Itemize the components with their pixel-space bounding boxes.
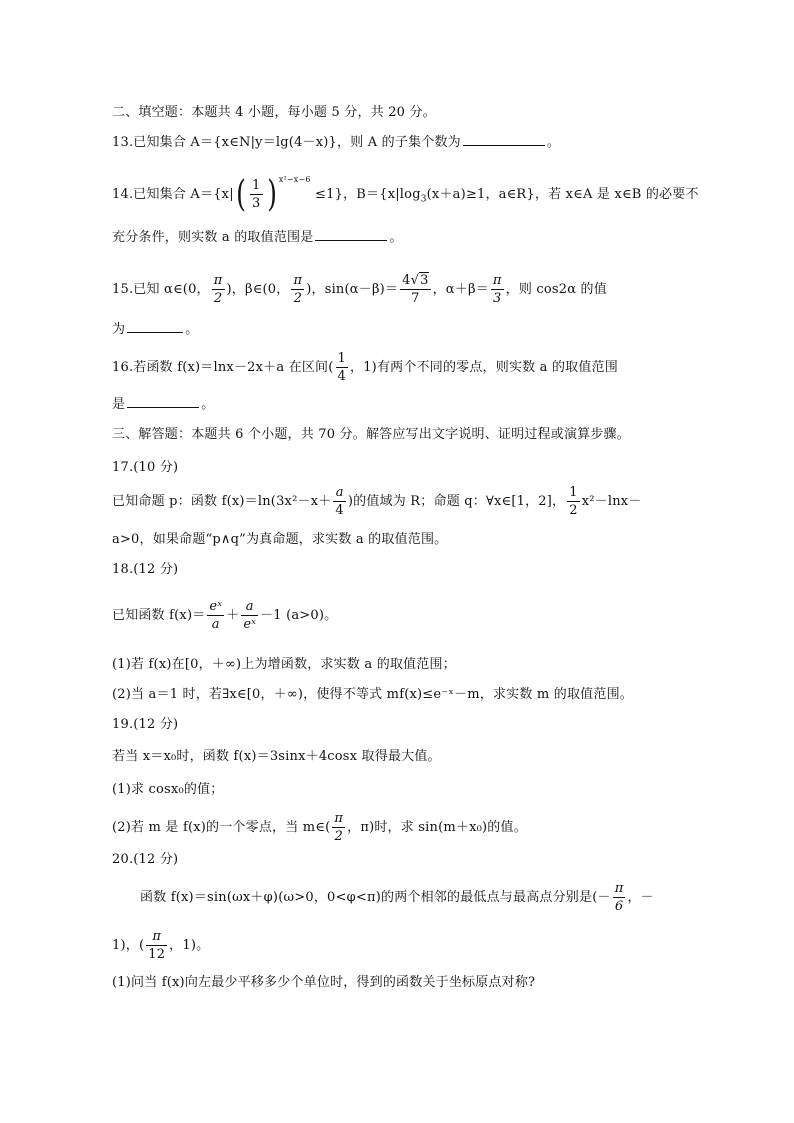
q15-text-1: 15.已知 α∈(0， bbox=[112, 282, 210, 297]
q15-text-6: 为 bbox=[112, 322, 126, 337]
fraction-pi-over-12: $\frac{\pi}{12}$ bbox=[148, 929, 166, 962]
question-19-sub1: (1)求 cosx₀的值； bbox=[112, 782, 224, 797]
question-16-line2 bbox=[112, 395, 214, 415]
q15-text-3: )，sin(α－β)＝ bbox=[306, 282, 399, 297]
question-17 bbox=[112, 484, 642, 519]
q20-text-4: ，1)。 bbox=[169, 938, 210, 953]
q14-exponent: x²−x−6 bbox=[278, 175, 311, 184]
section-answer-header: 三、解答题：本题共 6 个小题，共 70 分。解答应写出文字说明、证明过程或演算步骤。 bbox=[112, 427, 630, 442]
q15-text-5: ，则 cos2α 的值 bbox=[505, 282, 607, 297]
q17-text-2: )的值域为 R；命题 q：∀x∈[1，2]， bbox=[347, 494, 566, 509]
question-18-sub2: (2)当 a＝1 时，若∃x∈[0，＋∞)，使得不等式 mf(x)≤e⁻ˣ－m，求实数 m 的取值范围。 bbox=[112, 687, 633, 702]
q20-text-1: 函数 f(x)＝sin(ωx＋φ)(ω>0，0<φ<π)的两个相邻的最低点与最高点分别是(－ bbox=[140, 890, 611, 905]
q17-text-3: x²－lnx－ bbox=[581, 494, 642, 509]
question-17-line2: a>0，如果命题“p∧q”为真命题，求实数 a 的取值范围。 bbox=[112, 532, 448, 547]
question-18-head: 18.(12 分) bbox=[112, 562, 179, 577]
q14-text-2: ≤1}，B＝{x|log bbox=[310, 187, 421, 202]
q13-end: 。 bbox=[546, 135, 561, 150]
q20-text-2: ，－ bbox=[627, 890, 654, 905]
q13-text: 13.已知集合 A＝{x∈N|y＝lg(4－x)}，则 A 的子集个数为 bbox=[112, 135, 461, 150]
answer-blank bbox=[463, 133, 545, 146]
q18-text-1: 已知函数 f(x)＝ bbox=[112, 608, 206, 623]
fraction-one-third: $\frac{1}{3}$ bbox=[252, 178, 261, 211]
q15-text-2: )，β∈(0， bbox=[226, 282, 290, 297]
question-19-intro: 若当 x＝x₀时，函数 f(x)＝3sinx＋4cosx 取得最大值。 bbox=[112, 749, 441, 764]
q16-end: 。 bbox=[201, 397, 215, 412]
fraction-ex-over-a: $\frac{\text{eˣ}}{a}$ bbox=[209, 599, 223, 632]
fraction-pi-over-3: $\frac{\pi}{3}$ bbox=[492, 273, 502, 306]
q16-text-1: 16.若函数 f(x)＝lnx－2x＋a 在区间( bbox=[112, 360, 334, 375]
question-20 bbox=[140, 880, 654, 915]
log-base: 3 bbox=[420, 194, 427, 205]
question-20-sub1: (1)问当 f(x)向左最少平移多少个单位时，得到的函数关于坐标原点对称? bbox=[112, 975, 536, 990]
answer-blank bbox=[127, 320, 183, 333]
fraction-one-half: $\frac{1}{2}$ bbox=[569, 485, 578, 518]
question-20-line2 bbox=[112, 928, 209, 963]
q14-text-1: 14.已知集合 A＝{x| bbox=[112, 187, 234, 202]
q19-text-1: (2)若 m 是 f(x)的一个零点，当 m∈( bbox=[112, 820, 331, 835]
question-15 bbox=[112, 272, 607, 307]
fraction-pi-over-2: $\frac{\pi}{2}$ bbox=[293, 273, 303, 306]
q20-text-3: 1)，( bbox=[112, 938, 145, 953]
question-13 bbox=[112, 133, 560, 153]
question-14 bbox=[112, 170, 699, 213]
fraction-a-over-ex: $\frac{a}{\text{eˣ}}$ bbox=[243, 599, 257, 632]
plus-sign: ＋ bbox=[226, 608, 240, 623]
question-19-head: 19.(12 分) bbox=[112, 717, 179, 732]
q17-text-1: 已知命题 p：函数 f(x)＝ln(3x²－x＋ bbox=[112, 494, 332, 509]
q14-text-4: 充分条件，则实数 a 的取值范围是 bbox=[112, 230, 314, 245]
question-15-line2 bbox=[112, 320, 198, 340]
q15-text-4: ，α＋β＝ bbox=[432, 282, 489, 297]
q16-text-3: 是 bbox=[112, 397, 126, 412]
q18-text-2: －1 (a>0)。 bbox=[260, 608, 338, 623]
question-20-head: 20.(12 分) bbox=[112, 852, 179, 867]
question-18 bbox=[112, 598, 337, 633]
q15-end: 。 bbox=[185, 322, 199, 337]
fraction-4root3-over-7: $\frac{4√3}{7}$ bbox=[402, 273, 429, 306]
fraction-pi-over-6: $\frac{\pi}{6}$ bbox=[614, 881, 624, 914]
q14-end: 。 bbox=[389, 230, 403, 245]
question-17-head: 17.(10 分) bbox=[112, 460, 179, 475]
q14-text-3: (x＋a)≥1，a∈R}，若 x∈A 是 x∈B 的必要不 bbox=[426, 187, 699, 202]
right-paren: ) bbox=[266, 173, 277, 215]
q16-text-2: ，1)有两个不同的零点，则实数 a 的取值范围 bbox=[350, 360, 618, 375]
fraction-pi-over-2: $\frac{\pi}{2}$ bbox=[334, 811, 344, 844]
question-19-sub2 bbox=[112, 810, 527, 845]
fraction-one-quarter: $\frac{1}{4}$ bbox=[337, 351, 346, 384]
section-fill-in-header: 二、填空题：本题共 4 小题，每小题 5 分，共 20 分。 bbox=[112, 105, 436, 120]
left-paren: ( bbox=[235, 173, 246, 215]
question-14-line2 bbox=[112, 228, 403, 248]
question-16 bbox=[112, 350, 618, 385]
q19-text-2: ，π)时，求 sin(m＋x₀)的值。 bbox=[347, 820, 527, 835]
fraction-pi-over-2: $\frac{\pi}{2}$ bbox=[213, 273, 223, 306]
fraction-a-over-4: $\frac{a}{4}$ bbox=[335, 485, 344, 518]
answer-blank bbox=[315, 228, 387, 241]
answer-blank bbox=[127, 395, 199, 408]
question-18-sub1: (1)若 f(x)在[0，＋∞)上为增函数，求实数 a 的取值范围； bbox=[112, 657, 456, 672]
